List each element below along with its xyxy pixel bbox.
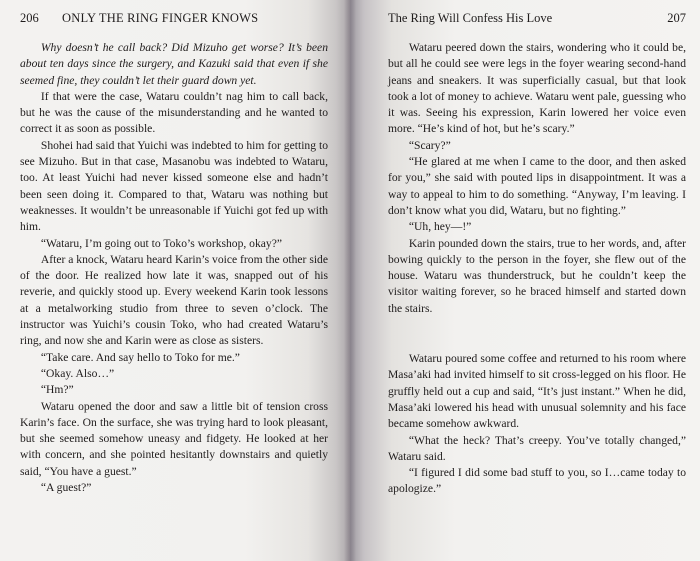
paragraph: “Hm?”: [40, 383, 74, 397]
paragraph: “I figured I did some bad stuff to you, so I…came today to apologize.”: [388, 466, 686, 496]
paragraph: “Uh, hey—!”: [408, 220, 472, 234]
paragraph: “What the heck? That’s creepy. You’ve totally changed,” Wataru said.: [388, 433, 686, 463]
left-page-header: [20, 9, 338, 27]
right-page: [350, 0, 700, 561]
left-page-number: 206: [20, 11, 39, 25]
left-page-body: [20, 40, 328, 496]
paragraph: After a knock, Wataru heard Karin’s voice from the other side of the door. He realized how late it was, snapped out of his reverie, and quickly stood up. Every weekend Karin took lessons at a metalworking studio from three to seven o’clock. The instructor was Yuichi’s cousin Toko, who had created Wataru’s ring, and now she and Karin were as close as sisters.: [20, 252, 328, 348]
paragraph: Karin pounded down the stairs, true to her words, and, after bowing quickly to the person in the foyer, she flew out of the house. Wataru was thunderstruck, but he couldn’t keep the visitor waiting forever, so he braced himself and started down the stairs.: [388, 236, 686, 315]
paragraph: Shohei had said that Yuichi was indebted to him for getting to see Mizuho. But in that case, Masanobu was indebted to Wataru, too. At least Yuichi had never kissed someone else and hadn’t been seen doing it. Compared to that, Wataru was nothing but weaknesses. It wouldn’t be unreasonable if Yuichi got fed up with him.: [20, 138, 328, 234]
paragraph: Wataru poured some coffee and returned to his room where Masa’aki had invited himself to sit cross-legged on his floor. He gruffly held out a cup and said, “It’s just instant.” When he did, Masa’aki lowered his head with unusual solemnity and his face became somehow awkward.: [388, 352, 686, 431]
right-page-number: 207: [667, 11, 686, 25]
right-page-header: [388, 9, 686, 27]
paragraph: “A guest?”: [40, 481, 92, 495]
paragraph: Why doesn’t he call back? Did Mizuho get worse? It’s been about ten days since the surgery, and Kazuki said that even if she seemed fine, they couldn’t let their guard down yet.: [20, 41, 328, 87]
paragraph: Wataru opened the door and saw a little bit of tension cross Karin’s face. On the surface, she was trying hard to look pleasant, but she seemed somehow uneasy and fidgety. He looked at her with concern, and she pointed hesitantly downstairs and quietly said, “You have a guest.”: [20, 399, 328, 478]
paragraph: “Okay. Also…”: [40, 366, 115, 380]
paragraph: “Wataru, I’m going out to Toko’s workshop, okay?”: [40, 236, 283, 250]
paragraph: “Scary?”: [408, 138, 451, 152]
paragraph: “He glared at me when I came to the door, and then asked for you,” she said with pouted lips in disappointment. It was a way to appeal to him to do something. “Anyway, I’m leaving. I don’t know what you did, Wataru, but no fighting.”: [388, 155, 686, 217]
right-running-title: The Ring Will Confess His Love: [388, 11, 553, 25]
book-gutter-shadow: [344, 0, 356, 561]
paragraph: “Take care. And say hello to Toko for me.”: [40, 350, 240, 364]
right-page-body: [388, 40, 686, 498]
paragraph: Wataru peered down the stairs, wondering who it could be, but all he could see were legs in the foyer wearing second-hand jeans and sneakers. It was superficially casual, but that look took a lot of money to achieve. Wataru went pale, guessing who it was. Seeing his expression, Karin lowered her voice even more. “He’s kind of hot, but he’s scary.”: [388, 41, 686, 136]
left-running-title: ONLY THE RING FINGER KNOWS: [62, 11, 259, 25]
paragraph: If that were the case, Wataru couldn’t nag him to call back, but he was the cause of the misunderstanding and he wanted to correct it as soon as possible.: [20, 89, 328, 136]
